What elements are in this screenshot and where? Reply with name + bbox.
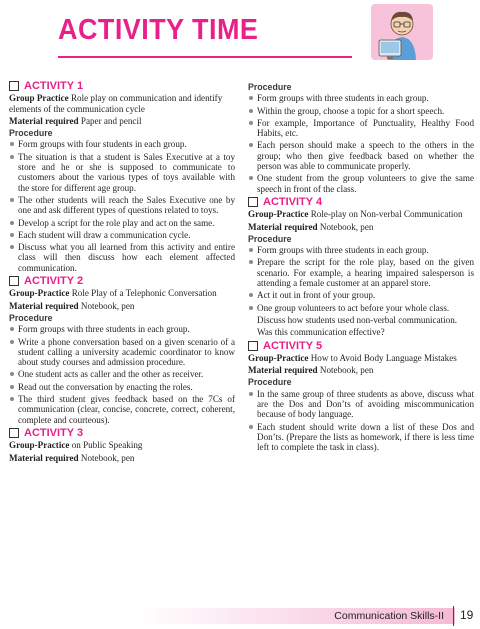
activity-5-title: ACTIVITY 5 <box>263 339 323 352</box>
list-item: Act it out in front of your group. <box>248 290 474 300</box>
list-item: Discuss what you all learned from this activity and entire class will then discuss how each element affected communication. <box>9 242 235 273</box>
checkbox-icon <box>248 197 258 207</box>
activity-4-heading <box>248 197 474 207</box>
list-item: Write a phone conversation based on a given scenario of a student calling a university academic coordinator to know about study courses and admission procedure. <box>9 337 235 368</box>
practice-label: Group-Practice <box>9 288 70 299</box>
activity-4-question: Was this communication effective? <box>257 327 385 338</box>
activity-2-title: ACTIVITY 2 <box>24 275 84 288</box>
material-label: Material required <box>248 365 318 376</box>
list-item: Develop a script for the role play and act on the same. <box>9 218 235 228</box>
practice-text: on Public Speaking <box>69 440 143 451</box>
activity-5-practice <box>248 353 474 363</box>
list-item: The other students will reach the Sales Executive one by one and ask different types of questions related to toys. <box>9 195 235 216</box>
material-label: Material required <box>9 115 79 126</box>
checkbox-icon <box>9 276 19 286</box>
material-text: Paper and pencil <box>78 115 142 126</box>
practice-text: Role-play on Non-verbal Communication <box>308 209 463 220</box>
material-label: Material required <box>9 452 79 463</box>
activity-2-practice <box>9 288 235 298</box>
page-title: ACTIVITY TIME <box>58 14 259 46</box>
practice-label: Group-Practice <box>248 352 309 363</box>
list-item: Form groups with three students in each group. <box>9 324 235 334</box>
list-item: One student from the group volunteers to give the same speech in front of the class. <box>248 173 474 194</box>
material-text: Notebook, pen <box>78 300 135 311</box>
list-item: The third student gives feedback based on the 7Cs of communication (clear, concise, concrete, correct, coherent, complete and courteous). <box>9 394 235 425</box>
footer-book-title: Communication Skills-II <box>334 610 444 622</box>
activity-2-heading <box>9 276 235 286</box>
checkbox-icon <box>9 81 19 91</box>
activity-1-steps <box>9 139 235 273</box>
practice-text: How to Avoid Body Language Mistakes <box>308 352 457 363</box>
material-text: Notebook, pen <box>317 365 374 376</box>
activity-3-procedure-label: Procedure <box>248 82 292 92</box>
activity-1-title: ACTIVITY 1 <box>24 80 84 92</box>
activity-2-procedure-label: Procedure <box>9 312 53 323</box>
footer-divider <box>453 606 454 626</box>
activity-3-material <box>9 453 235 463</box>
practice-label: Group Practice <box>9 93 69 104</box>
material-text: Notebook, pen <box>78 452 135 463</box>
activity-4-material <box>248 222 474 232</box>
list-item: For example, Importance of Punctuality, Healthy Food Habits, etc. <box>248 118 474 139</box>
page-number: 19 <box>460 608 474 622</box>
student-computer-illustration <box>371 4 433 60</box>
activity-1-heading <box>9 81 235 91</box>
activity-4-steps <box>248 245 474 313</box>
activity-1-practice <box>9 93 235 114</box>
list-item: Form groups with four students in each group. <box>9 139 235 149</box>
title-underline <box>58 56 352 58</box>
practice-label: Group-Practice <box>9 440 70 451</box>
list-item: Each person should make a speech to the others in the group; who then give feedback based on whether the person was able to communicate properly. <box>248 140 474 171</box>
list-item: Form groups with three students in each group. <box>248 245 474 255</box>
list-item: In the same group of three students as above, discuss what are the Dos and Don’ts of avoiding miscommunication because of body language. <box>248 389 474 420</box>
page-footer <box>0 603 480 629</box>
activity-1-procedure-label: Procedure <box>9 128 53 139</box>
list-item: The situation is that a student is Sales Executive at a toy store and he or she is supposed to communicate to customers about the various types of toys available with the store for different age group. <box>9 152 235 193</box>
activity-5-procedure-label: Procedure <box>248 377 292 388</box>
list-item: Prepare the script for the role play, based on the given scenario. For example, a hearing impaired salesperson is attending a female customer at an apparel store. <box>248 257 474 288</box>
activity-3-heading <box>9 428 235 438</box>
activity-1-material <box>9 116 235 126</box>
material-label: Material required <box>248 221 318 232</box>
material-text: Notebook, pen <box>317 221 374 232</box>
right-column <box>248 80 474 455</box>
practice-text: Role play on communication and identify elements of the communication cycle <box>9 93 223 114</box>
left-column <box>9 78 235 465</box>
activity-2-steps <box>9 324 235 425</box>
list-item: Each student will draw a communication cycle. <box>9 230 235 240</box>
checkbox-icon <box>248 341 258 351</box>
list-item: One group volunteers to act before your whole class. <box>248 303 474 313</box>
activity-4-discuss: Discuss how students used non-verbal communication. <box>257 314 458 325</box>
activity-5-heading <box>248 341 474 351</box>
list-item: Each student should write down a list of these Dos and Don’ts. (Prepare the lists as homework, if there is less time left to complete the task in class). <box>248 422 474 453</box>
activity-4-procedure-label: Procedure <box>248 233 292 244</box>
list-item: Read out the conversation by enacting the roles. <box>9 382 235 392</box>
activity-4-title: ACTIVITY 4 <box>263 195 323 208</box>
activity-3-title: ACTIVITY 3 <box>24 426 84 439</box>
activity-3-steps <box>248 93 474 194</box>
practice-text: Role Play of a Telephonic Conversation <box>69 288 217 299</box>
list-item: Within the group, choose a topic for a short speech. <box>248 106 474 116</box>
checkbox-icon <box>9 428 19 438</box>
activity-4-practice <box>248 209 474 219</box>
activity-2-material <box>9 301 235 311</box>
list-item: One student acts as caller and the other as receiver. <box>9 369 235 379</box>
activity-5-material <box>248 365 474 375</box>
activity-3-practice <box>9 440 235 450</box>
material-label: Material required <box>9 300 79 311</box>
practice-label: Group-Practice <box>248 209 309 220</box>
list-item: Form groups with three students in each group. <box>248 93 474 103</box>
activity-5-steps <box>248 389 474 453</box>
